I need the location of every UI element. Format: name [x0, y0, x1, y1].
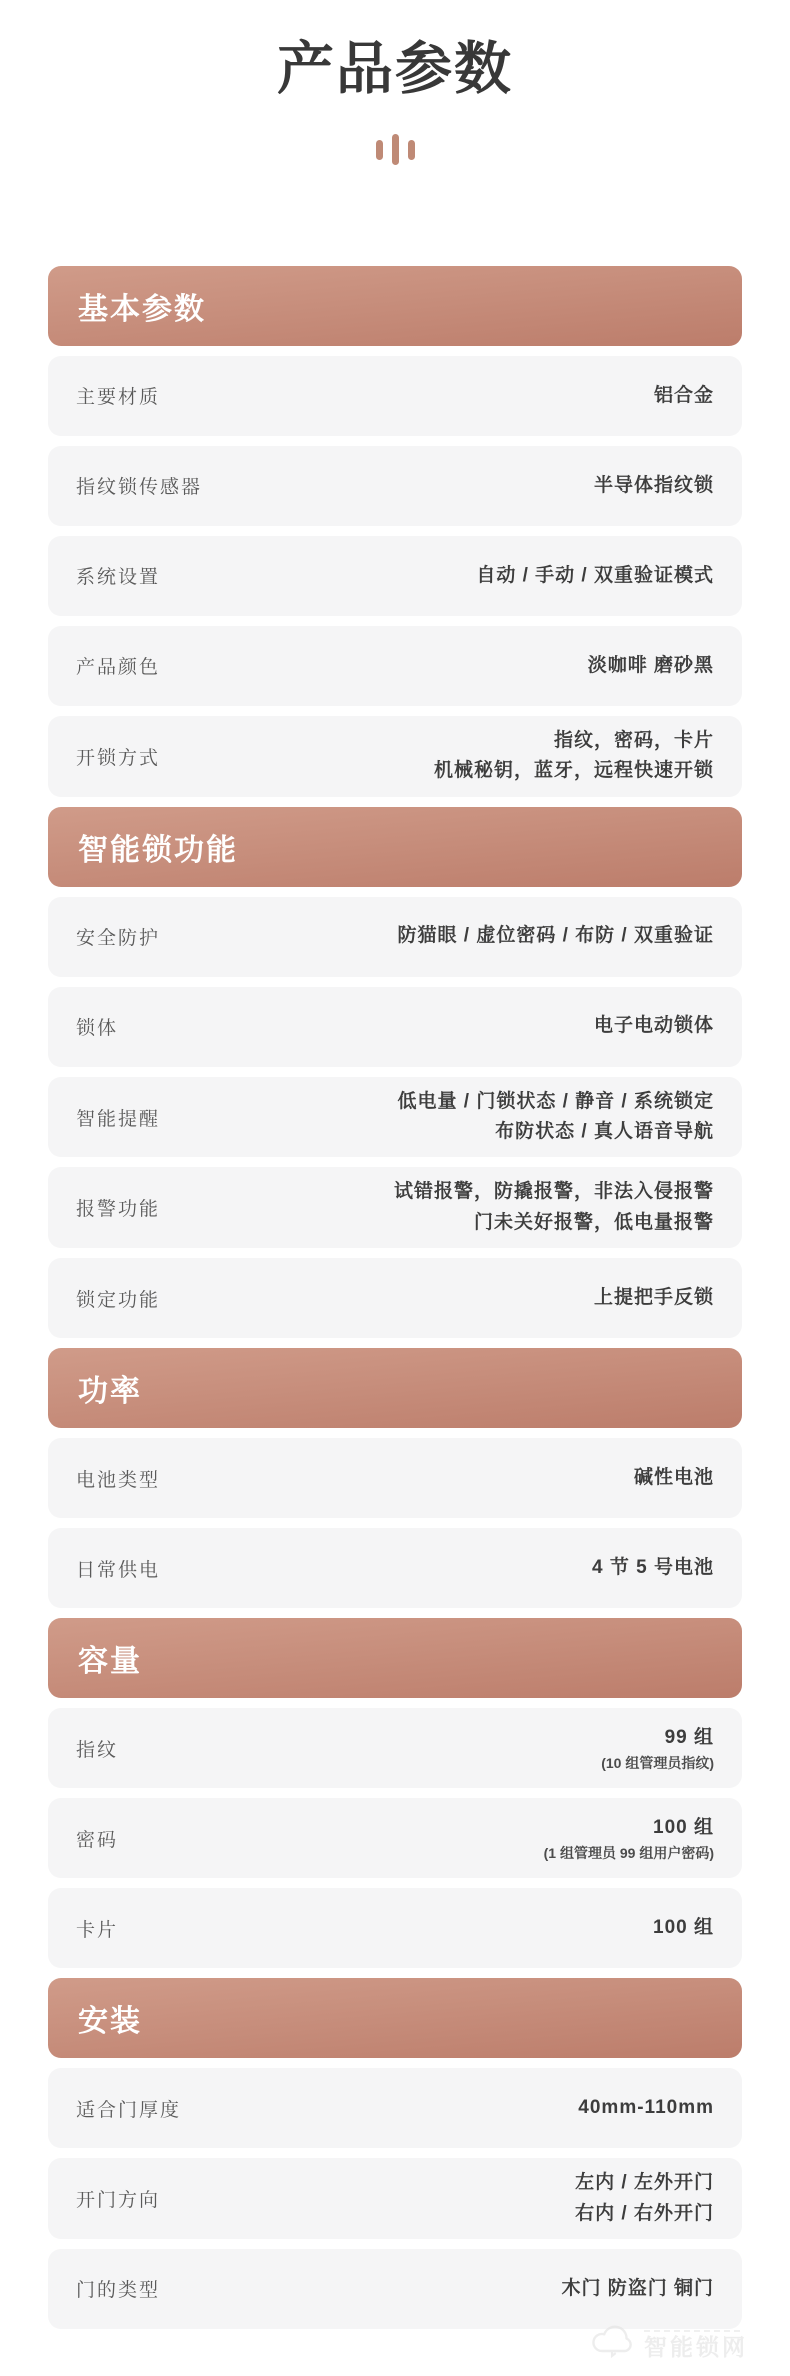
spec-row — [48, 1708, 742, 1788]
section-rows — [48, 897, 742, 1339]
spec-value — [561, 2274, 714, 2304]
spec-label: 适合门厚度 — [76, 2099, 182, 2121]
spec-value — [588, 651, 714, 681]
spec-row — [48, 1167, 742, 1248]
spec-value-line: 电子电动锁体 — [593, 1015, 714, 1037]
spec-value-line: 木门 防盗门 铜门 — [561, 2277, 714, 2299]
spec-value-line: 100 组 — [653, 1916, 714, 1938]
section-header — [48, 1618, 742, 1698]
spec-label: 卡片 — [76, 1919, 119, 1941]
spec-value-line: 淡咖啡 磨砂黑 — [587, 654, 714, 676]
spec-value — [601, 1723, 714, 1774]
spec-section — [48, 1978, 742, 2329]
spec-label: 主要材质 — [76, 387, 161, 409]
spec-label: 开门方向 — [76, 2190, 161, 2212]
watermark-text: 智能锁网 — [644, 2328, 748, 2359]
section-title: 基本参数 — [78, 292, 206, 326]
spec-value — [575, 2168, 714, 2229]
bar-right — [408, 140, 415, 160]
spec-value-line: 右内 / 右外开门 — [575, 2202, 714, 2224]
spec-value-line: 自动 / 手动 / 双重验证模式 — [476, 564, 714, 586]
spec-label: 产品颜色 — [76, 657, 161, 679]
spec-row — [48, 1258, 742, 1338]
spec-row — [48, 536, 742, 616]
spec-row — [48, 716, 742, 797]
cloud-icon — [588, 2323, 636, 2364]
spec-value-line: 半导体指纹锁 — [593, 474, 714, 496]
spec-value-line: 上提把手反锁 — [593, 1286, 714, 1308]
spec-value-line: 4 节 5 号电池 — [592, 1556, 714, 1578]
spec-value — [594, 471, 714, 501]
bar-middle — [392, 134, 399, 165]
page-title: 产品参数 — [277, 37, 513, 101]
spec-value-line: 99 组 — [664, 1726, 714, 1748]
spec-value-line: 试错报警，防撬报警，非法入侵报警 — [393, 1181, 714, 1203]
spec-value-note: (1 组管理员 99 组用户密码) — [543, 1845, 714, 1862]
spec-value-line: 左内 / 左外开门 — [575, 2172, 714, 2194]
spec-row — [48, 1798, 742, 1878]
spec-value — [634, 1463, 714, 1493]
spec-row — [48, 356, 742, 436]
spec-value — [544, 1813, 714, 1864]
spec-value-line: 防猫眼 / 虚位密码 / 布防 / 双重验证 — [397, 925, 714, 947]
section-rows — [48, 1438, 742, 1608]
spec-row — [48, 2249, 742, 2329]
section-title: 智能锁功能 — [78, 833, 238, 867]
section-title: 安装 — [78, 2005, 142, 2039]
watermark — [588, 2323, 748, 2364]
spec-value — [594, 1011, 714, 1041]
spec-row — [48, 626, 742, 706]
spec-label: 系统设置 — [76, 567, 161, 589]
spec-value — [394, 1177, 714, 1238]
section-title: 功率 — [78, 1375, 142, 1409]
spec-value — [653, 1913, 714, 1943]
section-header — [48, 266, 742, 346]
spec-value-line: 门未关好报警，低电量报警 — [473, 1211, 714, 1233]
section-header — [48, 1348, 742, 1428]
spec-value-line: 指纹，密码，卡片 — [553, 729, 714, 751]
spec-value — [397, 921, 714, 951]
spec-label: 锁体 — [76, 1018, 119, 1040]
three-bars-icon — [0, 134, 790, 166]
section-title: 容量 — [78, 1645, 142, 1679]
section-rows — [48, 2068, 742, 2329]
spec-section — [48, 807, 742, 1339]
spec-value — [594, 1283, 714, 1313]
spec-label: 开锁方式 — [76, 747, 161, 769]
spec-value-line: 机械秘钥，蓝牙，远程快速开锁 — [433, 760, 714, 782]
spec-row — [48, 987, 742, 1067]
spec-row — [48, 2068, 742, 2148]
spec-value — [654, 381, 714, 411]
spec-label: 指纹 — [76, 1739, 119, 1761]
spec-label: 门的类型 — [76, 2280, 161, 2302]
spec-row — [48, 446, 742, 526]
spec-label: 电池类型 — [76, 1469, 161, 1491]
spec-value — [476, 561, 714, 591]
spec-row — [48, 1888, 742, 1968]
spec-section — [48, 1618, 742, 1968]
spec-row — [48, 1528, 742, 1608]
spec-row — [48, 897, 742, 977]
spec-label: 指纹锁传感器 — [76, 477, 203, 499]
spec-label: 报警功能 — [76, 1199, 161, 1221]
section-rows — [48, 356, 742, 797]
spec-section — [48, 266, 742, 797]
spec-value-line: 铝合金 — [653, 384, 714, 406]
spec-value-line: 布防状态 / 真人语音导航 — [495, 1121, 714, 1143]
spec-label: 智能提醒 — [76, 1108, 161, 1130]
spec-section — [48, 1348, 742, 1608]
spec-value-line: 碱性电池 — [633, 1466, 714, 1488]
spec-label: 安全防护 — [76, 928, 161, 950]
spec-value-line: 40mm-110mm — [578, 2096, 714, 2118]
spec-value-line: 100 组 — [653, 1816, 714, 1838]
section-header — [48, 807, 742, 887]
spec-row — [48, 1438, 742, 1518]
bar-left — [376, 140, 383, 160]
spec-value-line: 低电量 / 门锁状态 / 静音 / 系统锁定 — [397, 1090, 714, 1112]
spec-list — [48, 266, 742, 2329]
spec-value — [397, 1087, 714, 1148]
section-header — [48, 1978, 742, 2058]
spec-label: 锁定功能 — [76, 1289, 161, 1311]
spec-row — [48, 1077, 742, 1158]
spec-label: 日常供电 — [76, 1559, 161, 1581]
spec-label: 密码 — [76, 1829, 119, 1851]
spec-value — [592, 1553, 714, 1583]
section-rows — [48, 1708, 742, 1968]
spec-row — [48, 2158, 742, 2239]
spec-value — [578, 2093, 714, 2123]
watermark-smallprint — [644, 2328, 740, 2332]
spec-value — [434, 726, 714, 787]
spec-value-note: (10 组管理员指纹) — [601, 1755, 714, 1772]
